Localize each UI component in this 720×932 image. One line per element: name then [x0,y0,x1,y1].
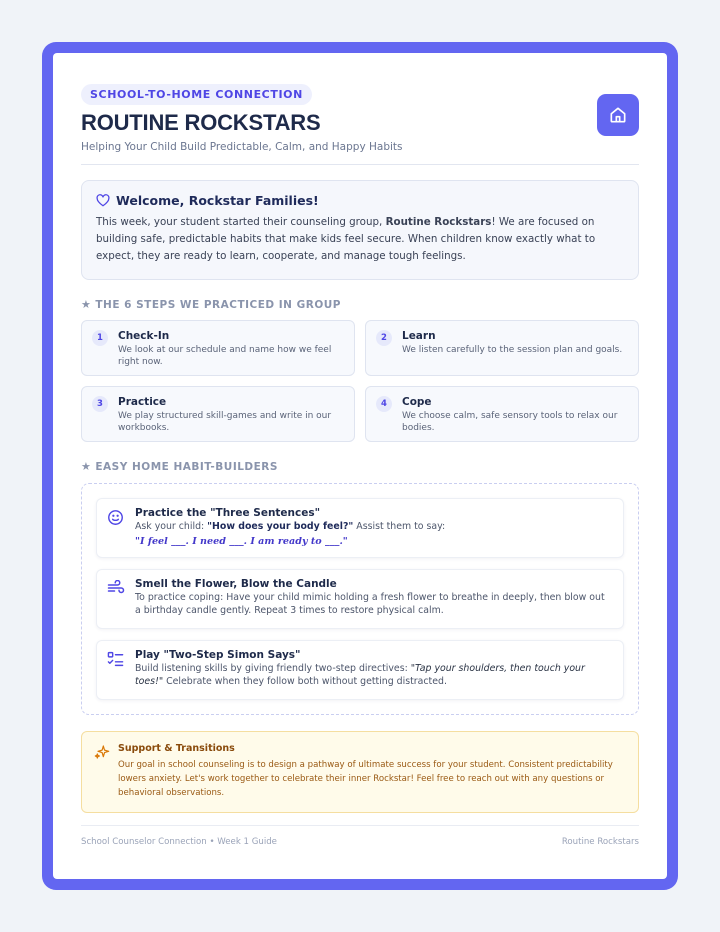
step-number: 3 [92,396,108,412]
habit-text: To practice coping: Have your child mimic holding a fresh flower to breathe in deeply, then blow out a birthday candle gently. Repeat 3 times to restore physical calm. [135,591,605,616]
habit-question: "How does your body feel?" [207,521,354,532]
group-name: Routine Rockstars [385,216,492,228]
step-description: We look at our schedule and name how we feel right now. [118,345,332,367]
steps-section-heading [81,298,639,311]
footer [81,825,639,847]
habit-text-tail: Celebrate when they follow both without getting distracted. [163,676,447,687]
welcome-card [81,180,639,280]
star-icon: ★ [81,298,92,311]
step-description: We choose calm, safe sensory tools to relax our bodies. [402,411,618,433]
kicker-badge: SCHOOL-TO-HOME CONNECTION [81,84,312,105]
page-title: ROUTINE ROCKSTARS [81,110,321,135]
footer-left: School Counselor Connection • Week 1 Guide [81,837,277,847]
support-callout [81,731,639,813]
step-card [365,386,639,442]
habit-text [135,662,613,689]
simon-says-quote: "Tap your shoulders, then touch your toes!" [135,662,585,687]
checklist-icon [107,651,124,667]
wind-icon [107,580,125,596]
support-title: Support & Transitions [118,742,235,754]
star-icon: ★ [81,460,92,473]
three-sentences-quote: "I feel ___. I need ___. I am ready to ___." [135,535,348,547]
step-description: We listen carefully to the session plan and goals. [402,345,623,355]
home-icon [608,105,628,125]
habit-title: Smell the Flower, Blow the Candle [135,577,337,590]
habit-title: Practice the "Three Sentences" [135,507,321,519]
habit-title: Play "Two-Step Simon Says" [135,648,301,661]
welcome-text [96,214,624,265]
step-description: We play structured skill-games and write in our workbooks. [118,411,332,433]
habits-section-heading [81,460,639,473]
habits-section-label: EASY HOME HABIT-BUILDERS [95,460,278,473]
habit-text-lead: Ask your child: [135,521,208,532]
step-card [81,320,355,376]
welcome-text-end: ! We are focused on building safe, predictable habits that make kids feel secure. When children know exactly what to expect, they are ready to learn, cooperate, and manage tough feelings. [96,216,596,262]
habit-text-tail: Assist them to say: [353,521,446,532]
step-number: 2 [376,330,392,346]
header-divider [81,164,639,165]
step-title: Check-In [118,330,170,342]
steps-section-label: THE 6 STEPS WE PRACTICED IN GROUP [95,298,341,311]
welcome-text-start: This week, your student started their counseling group, [96,216,386,228]
page-subtitle: Helping Your Child Build Predictable, Calm, and Happy Habits [81,141,403,153]
habits-container [81,483,639,715]
habit-text [135,520,445,534]
header [81,83,639,153]
step-card [365,320,639,376]
habit-card [96,498,624,558]
welcome-title: Welcome, Rockstar Families! [116,193,319,208]
step-title: Cope [402,396,432,408]
support-text: Our goal in school counseling is to design a pathway of ultimate success for your student. Consistent predictability lowers anxiety. Let's work together to celebrate their inner Rockstar! Feel free to reach out with any questions or behavioral observations. [118,759,613,798]
habit-card [96,569,624,629]
heart-icon [96,194,110,207]
document-page [53,53,667,879]
home-button[interactable] [597,94,639,136]
footer-right: Routine Rockstars [561,837,639,847]
habit-text-lead: Build listening skills by giving friendly two-step directives: [135,662,411,674]
step-title: Practice [118,396,167,408]
steps-grid [81,320,639,442]
step-card [81,386,355,442]
habit-card [96,640,624,700]
step-title: Learn [402,330,436,342]
smile-icon [107,509,124,526]
sparkles-icon [94,744,110,760]
step-number: 4 [376,396,392,412]
step-number: 1 [92,330,108,346]
